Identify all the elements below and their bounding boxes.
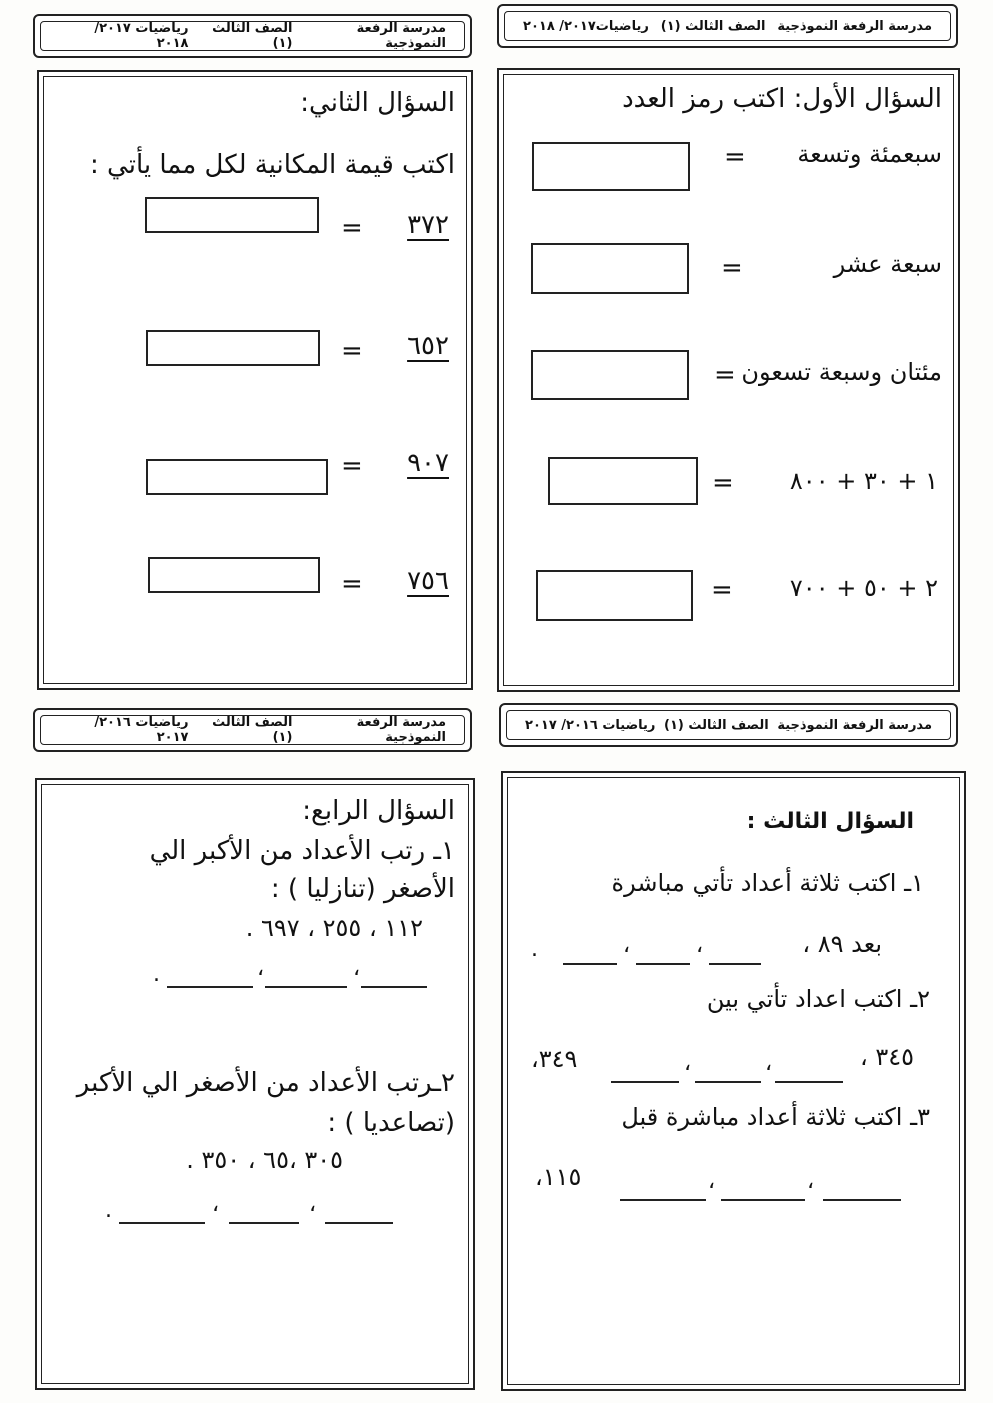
question1-title: السؤال الأول: اكتب رمز العدد [622,84,942,114]
sheet1-header [497,4,958,48]
q4-part1-blank-2[interactable] [265,986,347,988]
q2-item-2-answer-box[interactable] [146,330,320,366]
subject-year: رياضيات ٢٠١٦/ ٢٠١٧ [94,715,189,745]
grade-label: الصف الثالث (١) [212,21,293,51]
subject-year: رياضيات ٢٠١٧/ ٢٠١٨ [94,21,189,51]
q4-part1-comma-2: ، [257,956,265,981]
subject-year: رياضيات٢٠١٧/ ٢٠١٨ [523,18,649,34]
question3-panel [501,771,966,1391]
q1-item-2-answer-box[interactable] [531,243,689,294]
question2-panel [37,70,473,690]
q1-item-4-answer-box[interactable] [548,457,698,505]
q1-item-3-equals: = [714,360,736,390]
q1-item-5-equals: = [711,575,733,605]
q2-item-2-equals: = [341,336,363,366]
q4-part2-blank-2[interactable] [229,1222,299,1224]
q1-item-2-text: سبعة عشر [833,250,942,278]
question4-panel [35,778,475,1390]
school-name: مدرسة الرفعة النموذجية [777,18,932,34]
school-name: مدرسة الرفعة النموذجية [356,715,446,745]
q2-number-3: ٩٠٧ [407,448,449,478]
q4-part2-blank-3[interactable] [119,1222,205,1224]
q3-part3-comma-2: ، [708,1169,716,1194]
q2-number-4: ٧٥٦ [407,566,449,596]
q4-part1-blank-1[interactable] [361,986,427,988]
school-name: مدرسة الرفعة النموذجية [356,21,446,51]
q2-item-4-equals: = [341,569,363,599]
q2-number-2: ٦٥٢ [407,331,449,361]
q4-part2-numbers: ٣٠٥ ،٦٥ ، ٣٥٠ . [186,1146,343,1174]
q3-part1-text: ١ـ اكتب ثلاثة أعداد تأتي مباشرة [611,869,924,897]
question1-panel [497,68,960,692]
q4-part2-blank-1[interactable] [325,1222,393,1224]
q4-part2-comma-1: ، [309,1192,317,1217]
q1-item-4-equals: = [712,468,734,498]
q2-item-3-answer-box[interactable] [146,459,328,495]
subject-year: رياضيات ٢٠١٦/ ٢٠١٧ [525,717,656,733]
grade-label: الصف الثالث (١) [660,18,766,34]
q3-part1-blank-1[interactable] [709,963,761,965]
q4-part1-numbers: ١١٢ ، ٢٥٥ ، ٦٩٧ . [245,914,423,942]
q3-part2-comma-2: ، [684,1051,692,1076]
q4-part1-dot: . [153,962,160,987]
q4-part1-comma-1: ، [353,956,361,981]
question2-title: السؤال الثاني: [300,88,455,118]
q1-item-1-answer-box[interactable] [532,142,690,191]
q3-part1-blank-3[interactable] [563,963,617,965]
q3-part2-end: ٣٤٩، [531,1045,578,1073]
q2-item-3-equals: = [341,451,363,481]
q1-item-1-equals: = [724,142,746,172]
question4-title: السؤال الرابع: [302,796,455,826]
q3-part2-blank-1[interactable] [775,1081,843,1083]
q1-item-5-text: ٢ + ٥٠ + ٧٠٠ [789,574,938,602]
q4-part2-comma-2: ، [212,1192,220,1217]
q4-part1-line1: ١ـ رتب الأعداد من الأكبر الي [149,836,455,866]
q4-part2-line2: (تصاعديا ) : [327,1108,455,1138]
question2-instruction: اكتب قيمة المكانية لكل مما يأتي : [90,150,455,180]
q3-part1-comma-2: ، [623,933,631,958]
q3-part2-start: ٣٤٥ ، [859,1043,914,1071]
grade-label: الصف الثالث (١) [664,717,769,733]
q3-part3-comma-1: ، [807,1169,815,1194]
q3-part3-blank-2[interactable] [721,1199,805,1201]
q1-item-5-answer-box[interactable] [536,570,693,621]
q4-part2-line1: ٢ـرتب الأعداد من الأصغر الي الأكبر [76,1068,455,1098]
q4-part1-blank-3[interactable] [167,986,253,988]
q2-item-1-equals: = [341,213,363,243]
sheet2-header [33,14,472,58]
q2-item-4-answer-box[interactable] [148,557,320,593]
q2-number-1: ٣٧٢ [407,210,449,240]
q3-part2-text: ٢ـ اكتب اعداد تأتي بين [706,985,930,1013]
q3-part3-blank-1[interactable] [823,1199,901,1201]
q3-part2-blank-3[interactable] [611,1081,679,1083]
q3-part1-after: بعد ٨٩ ، [802,930,882,958]
q1-item-1-text: سبعمئة وتسعة [797,140,942,168]
q1-item-2-equals: = [721,253,743,283]
q3-part2-blank-2[interactable] [695,1081,761,1083]
q1-item-3-text: مئتان وسبعة تسعون [741,358,942,386]
q3-part1-comma-1: ، [696,933,704,958]
q3-part3-blank-3[interactable] [620,1199,706,1201]
question3-title: السؤال الثالث : [746,809,914,834]
sheet4-header [33,708,472,752]
q3-part2-comma-1: ، [765,1051,773,1076]
q4-part1-line2: الأصغر (تنازليا ) : [270,874,455,904]
q2-item-1-answer-box[interactable] [145,197,319,233]
q3-part3-end: ١١٥، [535,1163,582,1191]
q3-part3-text: ٣ـ اكتب ثلاثة أعداد مباشرة قبل [621,1103,930,1131]
grade-label: الصف الثالث (١) [212,715,293,745]
q3-part1-blank-2[interactable] [636,963,690,965]
q1-item-4-text: ١ + ٣٠ + ٨٠٠ [789,467,938,495]
sheet3-header [499,703,958,747]
q4-part2-dot: . [105,1198,112,1223]
q1-item-3-answer-box[interactable] [531,350,689,400]
school-name: مدرسة الرفعة النموذجية [777,717,932,733]
q3-part1-dot: . [531,937,538,962]
